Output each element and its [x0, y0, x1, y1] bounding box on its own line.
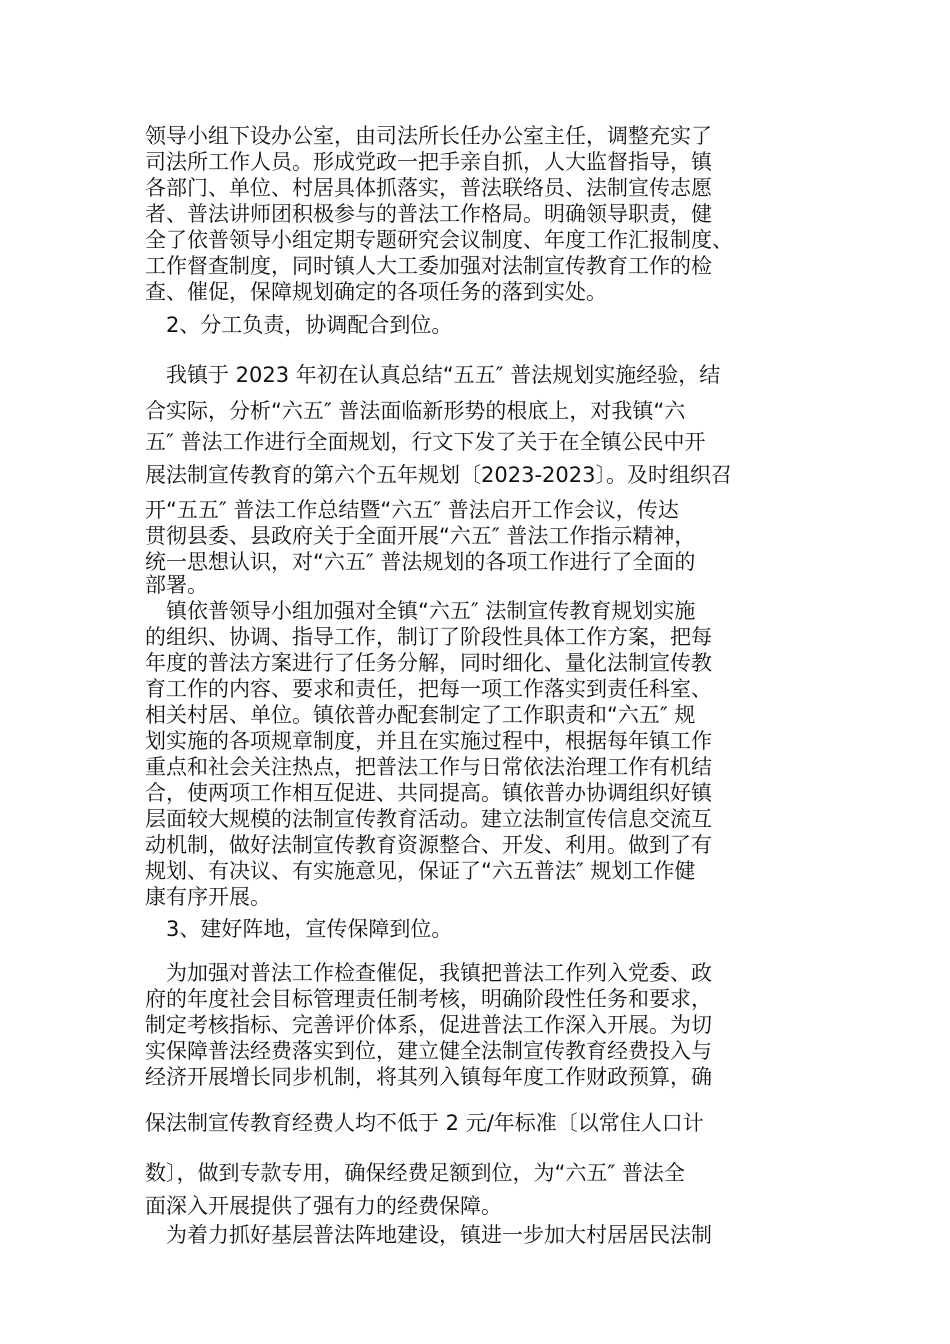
text-line: 司法所工作人员。形成党政一把手亲自抓，人大监督指导，镇 [145, 150, 712, 174]
text-line: 工作督查制度，同时镇人大工委加强对法制宣传教育工作的检 [145, 254, 712, 278]
text-line: 者、普法讲师团积极参与的普法工作格局。明确领导职责，健 [145, 202, 712, 226]
text-line: 的组织、协调、指导工作，制订了阶段性具体工作方案，把每 [145, 625, 712, 649]
text-line: 合，使两项工作相互促进、共同提高。镇依普办协调组织好镇 [145, 781, 712, 805]
text-line: 层面较大规模的法制宣传教育活动。建立法制宣传信息交流互 [145, 807, 712, 831]
text-line: 划实施的各项规章制度，并且在实施过程中，根据每年镇工作 [145, 729, 712, 753]
text-line: 合实际，分析“六五″ 普法面临新形势的根底上，对我镇“六 [145, 399, 686, 423]
text-line: 府的年度社会目标管理责任制考核，明确阶段性任务和要求， [145, 987, 712, 1011]
text-line: 经济开展增长同步机制，将其列入镇每年度工作财政预算，确 [145, 1065, 712, 1089]
text-line: 贯彻县委、县政府关于全面开展“六五″ 普法工作指示精神， [145, 524, 696, 548]
text-line: 制定考核指标、完善评价体系，促进普法工作深入开展。为切 [145, 1013, 712, 1037]
text-line: 五″ 普法工作进行全面规划，行文下发了关于在全镇公民中开 [145, 430, 706, 454]
text-line: 动机制，做好法制宣传教育资源整合、开发、利用。做到了有 [145, 833, 712, 857]
text-line: 各部门、单位、村居具体抓落实，普法联络员、法制宣传志愿 [145, 176, 712, 200]
text-line: 数〕，做到专款专用，确保经费足额到位，为“六五″ 普法全 [145, 1161, 685, 1185]
text-line: 育工作的内容、要求和责任，把每一项工作落实到责任科室、 [145, 677, 712, 701]
paragraph-start: 镇依普领导小组加强对全镇“六五″ 法制宣传教育规划实施 [166, 599, 696, 623]
paragraph-start: 我镇于 2023 年初在认真总结“五五″ 普法规划实施经验，结 [166, 363, 721, 387]
text-line: 保法制宣传教育经费人均不低于 2 元/年标准〔以常住人口计 [145, 1111, 704, 1135]
section-heading: 3、建好阵地，宣传保障到位。 [166, 917, 453, 941]
text-line: 部署。 [145, 573, 208, 597]
text-line: 重点和社会关注热点，把普法工作与日常依法治理工作有机结 [145, 755, 712, 779]
text-line: 全了依普领导小组定期专题研究会议制度、年度工作汇报制度、 [145, 228, 733, 252]
text-line: 规划、有决议、有实施意见，保证了“六五普法″ 规划工作健 [145, 859, 696, 883]
paragraph-start: 为着力抓好基层普法阵地建设，镇进一步加大村居居民法制 [166, 1223, 712, 1247]
text-line: 统一思想认识，对“六五″ 普法规划的各项工作进行了全面的 [145, 550, 696, 574]
text-line: 年度的普法方案进行了任务分解，同时细化、量化法制宣传教 [145, 651, 712, 675]
text-line: 面深入开展提供了强有力的经费保障。 [145, 1194, 502, 1218]
text-line: 展法制宣传教育的第六个五年规划〔2023-2023〕。及时组织召 [145, 463, 732, 487]
section-heading: 2、分工负责，协调配合到位。 [166, 313, 453, 337]
paragraph-start: 为加强对普法工作检查催促，我镇把普法工作列入党委、政 [166, 961, 712, 985]
text-line: 相关村居、单位。镇依普办配套制定了工作职责和“六五″ 规 [145, 703, 696, 727]
text-line: 开“五五″ 普法工作总结暨“六五″ 普法启开工作会议，传达 [145, 498, 679, 522]
text-line: 康有序开展。 [145, 885, 271, 909]
text-line: 实保障普法经费落实到位，建立健全法制宣传教育经费投入与 [145, 1039, 712, 1063]
text-line: 查、催促，保障规划确定的各项任务的落到实处。 [145, 280, 607, 304]
text-line: 领导小组下设办公室，由司法所长任办公室主任，调整充实了 [145, 124, 712, 148]
